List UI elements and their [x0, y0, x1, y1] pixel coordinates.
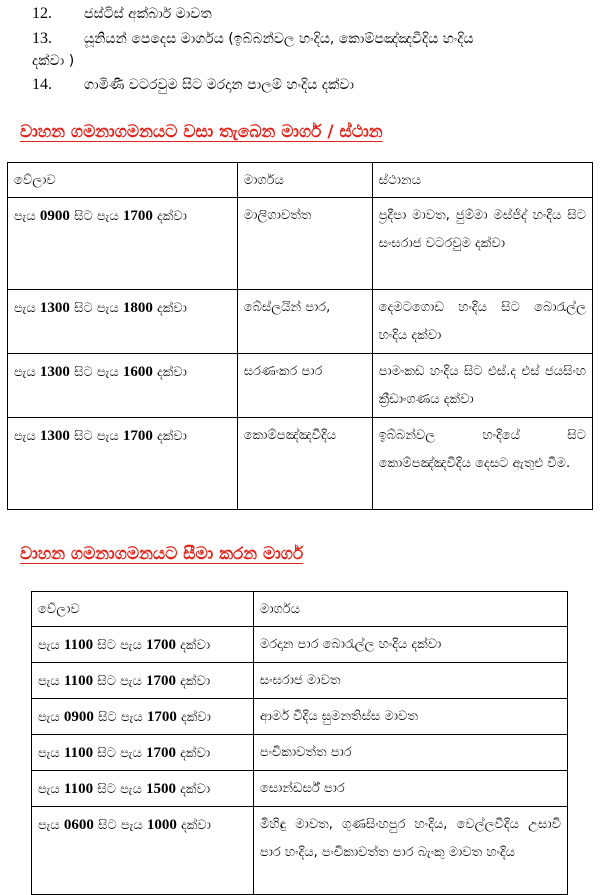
time-start: 1100	[63, 745, 94, 761]
place-cell: ප්‍රදීපා මාවත, ජුම්මා මස්ජිද් හංදිය සිට සංඝරාජ වටරවුම දක්වා	[372, 198, 592, 290]
time-start: 0900	[63, 709, 94, 725]
list-item-text: ගාමිණී වටරවුම සිට මරදාන පාලම් හංදිය දක්වා	[84, 77, 355, 93]
list-item-text: යූනියන් පෙදෙස මාර්ගය (ඉබ්බන්වල හංදිය, කොම්පඤ්ඤවීදිය හංදිය	[84, 31, 474, 47]
time-prefix: පැය	[38, 710, 60, 725]
time-end: 1700	[146, 709, 177, 725]
time-end: 1700	[146, 637, 176, 653]
list-item-continuation: දක්වා )	[32, 53, 75, 69]
list-item	[32, 75, 354, 95]
time-prefix: පැය	[14, 429, 36, 444]
time-cell	[32, 735, 254, 771]
time-suffix: දක්වා	[180, 746, 211, 761]
time-cell	[8, 418, 238, 510]
time-cell	[32, 627, 254, 663]
table-row	[8, 354, 593, 418]
time-mid: සිට පැය	[97, 638, 142, 653]
road-cell: පංචිකාවත්ත පාර	[253, 735, 567, 771]
time-prefix: පැය	[14, 365, 36, 380]
time-prefix: පැය	[38, 818, 60, 833]
road-cell: සංඝරාජ මාවත	[253, 663, 567, 699]
place-cell: පාමංකඩ හංදිය සිට එස්.ද එස් ජයසිංහ ක්‍රීඩාංගණය දක්වා	[372, 354, 592, 418]
table-row	[32, 771, 568, 807]
list-item	[32, 4, 212, 24]
road-cell: මරදාන පාර බොරැල්ල හංදිය දක්වා	[253, 627, 567, 663]
road-cell: ආමර් වීදිය සුමනතිස්ස මාවත	[253, 699, 567, 735]
time-mid: සිට පැය	[98, 710, 143, 725]
time-suffix: දක්වා	[156, 209, 187, 224]
time-end: 1700	[122, 428, 153, 444]
road-cell: සොන්ඩර්ස් පාර	[253, 771, 567, 807]
place-cell: ඉබ්බන්වල හංදියේ සිට කොම්පඤ්ඤවීදිය දෙසට ඇතුළු වීම.	[372, 418, 592, 510]
time-start: 1100	[63, 781, 94, 797]
time-prefix: පැය	[38, 746, 60, 761]
time-prefix: පැය	[38, 674, 60, 689]
table-row	[8, 198, 593, 290]
time-end: 1700	[146, 673, 176, 689]
closed-roads-heading: වාහන ගමනාගමනයට වසා තැබෙන මාර්ග / ස්ථාන	[20, 122, 383, 142]
time-start: 1100	[63, 673, 94, 689]
time-suffix: දක්වා	[180, 638, 211, 653]
road-cell: කොම්පඤ්ඤවීදිය	[237, 418, 372, 510]
restricted-roads-table	[31, 591, 568, 895]
list-item-number: 12.	[32, 5, 52, 22]
table-row	[8, 418, 593, 510]
time-prefix: පැය	[14, 209, 36, 224]
header-time: වේලාව	[32, 592, 254, 627]
time-mid: සිට පැය	[97, 674, 142, 689]
time-cell	[8, 290, 238, 354]
time-suffix: දක්වා	[180, 710, 211, 725]
time-start: 0600	[63, 817, 94, 833]
time-start: 1300	[39, 300, 70, 316]
table-row	[32, 735, 568, 771]
time-cell	[32, 807, 254, 895]
time-suffix: දක්වා	[180, 818, 211, 833]
time-end: 1000	[146, 817, 177, 833]
restricted-roads-heading: වාහන ගමනාගමනයට සීමා කරන මාර්ග	[20, 544, 304, 564]
time-suffix: දක්වා	[180, 674, 211, 689]
time-cell	[8, 198, 238, 290]
time-cell	[8, 354, 238, 418]
header-road: මාර්ගය	[253, 592, 567, 627]
table-row	[32, 807, 568, 895]
time-mid: සිට පැය	[74, 429, 119, 444]
time-mid: සිට පැය	[74, 209, 119, 224]
road-cell: මාලිගාවත්ත	[237, 198, 372, 290]
time-start: 1300	[39, 364, 70, 380]
road-cell: සරණංකර පාර	[237, 354, 372, 418]
road-cell: බේස්ලයින් පාර,	[237, 290, 372, 354]
place-cell: දෙමටගොඩ හංදිය සිට බොරැල්ල හංදිය දක්වා	[372, 290, 592, 354]
time-mid: සිට පැය	[74, 301, 119, 316]
time-prefix: පැය	[14, 301, 36, 316]
time-suffix: දක්වා	[156, 301, 187, 316]
time-end: 1500	[146, 781, 176, 797]
table-row	[32, 627, 568, 663]
list-item-number: 14.	[32, 76, 52, 93]
time-cell	[32, 663, 254, 699]
list-item	[32, 29, 474, 49]
time-mid: සිට පැය	[74, 365, 119, 380]
header-place: ස්ථානය	[372, 163, 592, 198]
time-mid: සිට පැය	[97, 782, 142, 797]
road-cell: මිහිඳු මාවත, ගුණසිංහපුර හංදිය, වෙල්ලවීදිය උසාවි පාර හංදිය, පංචිකාවත්ත පාර බැංකු මාවත හංදිය	[253, 807, 567, 895]
time-suffix: දක්වා	[180, 782, 211, 797]
list-item-number: 13.	[32, 30, 52, 47]
time-cell	[32, 771, 254, 807]
header-road: මාර්ගය	[237, 163, 372, 198]
table-row	[8, 290, 593, 354]
header-time: වේලාව	[8, 163, 238, 198]
time-start: 1300	[39, 428, 70, 444]
time-suffix: දක්වා	[156, 365, 187, 380]
table-row	[32, 663, 568, 699]
time-end: 1800	[122, 300, 153, 316]
time-mid: සිට පැය	[98, 818, 143, 833]
time-start: 1100	[63, 637, 94, 653]
closed-roads-table	[7, 162, 593, 510]
time-start: 0900	[39, 208, 70, 224]
list-item-text: ජස්ටිස් අක්බාර් මාවත	[84, 6, 212, 22]
table-header-row	[8, 163, 593, 198]
time-end: 1700	[122, 208, 153, 224]
table-row	[32, 699, 568, 735]
time-end: 1700	[146, 745, 176, 761]
time-end: 1600	[122, 364, 153, 380]
time-prefix: පැය	[38, 782, 60, 797]
table-header-row	[32, 592, 568, 627]
time-cell	[32, 699, 254, 735]
time-suffix: දක්වා	[156, 429, 187, 444]
time-mid: සිට පැය	[97, 746, 142, 761]
time-prefix: පැය	[38, 638, 60, 653]
